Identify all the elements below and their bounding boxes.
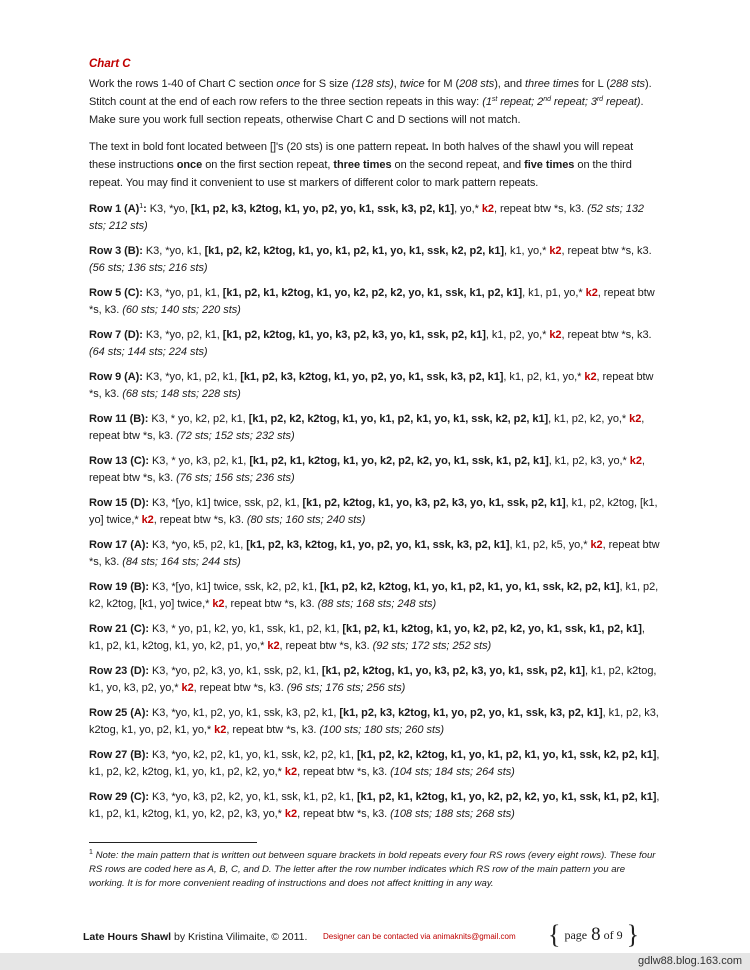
row-label: Row 21 (C): [89, 623, 149, 635]
center-stitch: k2 [284, 808, 298, 820]
watermark-bar [0, 953, 750, 970]
pattern-repeat: [k1, p2, k2, k2tog, k1, yo, k1, p2, k1, yo, k1, ssk, k2, p2, k1] [320, 581, 620, 593]
row-instruction: Row 29 (C): K3, *yo, k3, p2, k2, yo, k1, ssk, k1, p2, k1, [k1, p2, k1, k2tog, k1, yo, k2, p2, k2, yo, k1, ssk, k1, p2, k1], k1, p2, k1, k2tog, k1, yo, k2, p2, k3, yo,* k2, repeat btw *s, k3. (108 sts; 188 sts; 268 sts) [89, 791, 660, 820]
right-brace: } [626, 920, 640, 949]
row-label: Row 29 (C): [89, 791, 149, 803]
row-label: Row 17 (A): [89, 539, 149, 551]
row-instruction: Row 7 (D): K3, *yo, p2, k1, [k1, p2, k2tog, k1, yo, k3, p2, k3, yo, k1, ssk, p2, k1], k1, p2, yo,* k2, repeat btw *s, k3. (64 sts; 144 sts; 224 sts) [89, 329, 652, 358]
watermark: gdlw88.blog.163.com [638, 955, 742, 967]
pattern-repeat: [k1, p2, k1, k2tog, k1, yo, k2, p2, k2, yo, k1, ssk, k1, p2, k1] [342, 623, 642, 635]
center-stitch: k2 [590, 539, 603, 551]
row-label: Row 27 (B): [89, 749, 149, 761]
center-stitch: k2 [629, 455, 642, 467]
stitch-count: (96 sts; 176 sts; 256 sts) [286, 682, 406, 694]
stitch-count: (64 sts; 144 sts; 224 sts) [89, 346, 208, 358]
intro-paragraph-1: Work the rows 1-40 of Chart C section once for S size (128 sts), twice for M (208 sts), and three times for L (288 sts). Stitch count at the end of each row refers to the three section repeats in this way: (1st repeat; 2nd repeat; 3rd repeat). Make sure you work full section repeats, otherwise Chart C and D sections will not match. [89, 78, 652, 126]
center-stitch: k2 [284, 766, 298, 778]
page-indicator: { page 8 of 9 } [548, 920, 640, 949]
row-instruction: Row 13 (C): K3, * yo, k3, p2, k1, [k1, p2, k1, k2tog, k1, yo, k2, p2, k2, yo, k1, ssk, k1, p2, k1], k1, p2, k3, yo,* k2, repeat btw *s, k3. (76 sts; 156 sts; 236 sts) [89, 455, 645, 484]
row-instruction: Row 27 (B): K3, *yo, k2, p2, k1, yo, k1, ssk, k2, p2, k1, [k1, p2, k2, k2tog, k1, yo, k1, p2, k1, yo, k1, ssk, k2, p2, k1], k1, p2, k2, k2tog, k1, yo, k1, p2, k2, yo,* k2, repeat btw *s, k3. (104 sts; 184 sts; 264 sts) [89, 749, 660, 778]
pattern-repeat: [k1, p2, k2tog, k1, yo, k3, p2, k3, yo, k1, ssk, p2, k1] [302, 497, 566, 509]
intro-paragraph-2: The text in bold font located between []'s (20 sts) is one pattern repeat. In both halves of the shawl you will repeat these instructions once on the first section repeat, three times on the second repeat, and five times on the third repeat. You may find it convenient to use st markers of different color to mark pattern repeats. [89, 141, 634, 189]
row-instruction: Row 15 (D): K3, *[yo, k1] twice, ssk, p2, k1, [k1, p2, k2tog, k1, yo, k3, p2, k3, yo, k1, ssk, p2, k1], k1, p2, k2tog, [k1, yo] twice,* k2, repeat btw *s, k3. (80 sts; 160 sts; 240 sts) [89, 497, 658, 526]
row-label: Row 11 (B): [89, 413, 149, 425]
pattern-repeat: [k1, p2, k1, k2tog, k1, yo, k2, p2, k2, yo, k1, ssk, k1, p2, k1] [356, 791, 657, 803]
row-label: Row 9 (A): [89, 371, 143, 383]
row-instruction: Row 25 (A): K3, *yo, k1, p2, yo, k1, ssk, k3, p2, k1, [k1, p2, k3, k2tog, k1, yo, p2, yo, k1, ssk, k3, p2, k1], k1, p2, k3, k2tog, k1, yo, p2, k1, yo,* k2, repeat btw *s, k3. (100 sts; 180 sts; 260 sts) [89, 707, 659, 736]
left-brace: { [548, 920, 561, 949]
pattern-repeat: [k1, p2, k3, k2tog, k1, yo, p2, yo, k1, ssk, k3, p2, k1] [339, 707, 603, 719]
repeat-order-note: (1st repeat; 2nd repeat; 3rd repeat) [482, 96, 641, 108]
pattern-repeat: [k1, p2, k1, k2tog, k1, yo, k2, p2, k2, yo, k1, ssk, k1, p2, k1] [222, 287, 523, 299]
designer-contact: Designer can be contacted via animaknits@gmail.com [323, 932, 516, 941]
row-instruction: Row 23 (D): K3, *yo, p2, k3, yo, k1, ssk, p2, k1, [k1, p2, k2tog, k1, yo, k3, p2, k3, yo, k1, ssk, p2, k1], k1, p2, k2tog, k1, yo, k3, p2, yo,* k2, repeat btw *s, k3. (96 sts; 176 sts; 256 sts) [89, 665, 657, 694]
stitch-count: (60 sts; 140 sts; 220 sts) [122, 304, 241, 316]
center-stitch: k2 [267, 640, 280, 652]
center-stitch: k2 [549, 245, 562, 257]
pattern-repeat: [k1, p2, k2, k2tog, k1, yo, k1, p2, k1, yo, k1, ssk, k2, p2, k1] [204, 245, 505, 257]
document-page [89, 58, 661, 831]
footnote-divider [89, 842, 257, 843]
pattern-repeat: [k1, p2, k3, k2tog, k1, yo, p2, yo, k1, ssk, k3, p2, k1] [240, 371, 504, 383]
stitch-count: (68 sts; 148 sts; 228 sts) [122, 388, 241, 400]
center-stitch: k2 [629, 413, 642, 425]
row-label: Row 25 (A): [89, 707, 149, 719]
center-stitch: k2 [214, 724, 227, 736]
row-label: Row 13 (C): [89, 455, 149, 467]
stitch-count: (76 sts; 156 sts; 236 sts) [176, 472, 295, 484]
row-instruction: Row 1 $(A)^1$: K3, *yo, [k1, p2, k3, k2tog, k1, yo, p2, yo, k1, ssk, k3, p2, k1], yo,* k2, repeat btw *s, k3. (52 sts; 132 sts; 212 sts) [89, 203, 644, 232]
pattern-repeat: [k1, p2, k3, k2tog, k1, yo, p2, yo, k1, ssk, k3, p2, k1] [246, 539, 510, 551]
stitch-count: (108 sts; 188 sts; 268 sts) [390, 808, 515, 820]
row-instruction: Row 5 (C): K3, *yo, p1, k1, [k1, p2, k1, k2tog, k1, yo, k2, p2, k2, yo, k1, ssk, k1, p2, k1], k1, p1, yo,* k2, repeat btw *s, k3. (60 sts; 140 sts; 220 sts) [89, 287, 655, 316]
stitch-count: (52 sts; 132 sts; 212 sts) [89, 203, 644, 232]
row-instruction: Row 11 (B): K3, * yo, k2, p2, k1, [k1, p2, k2, k2tog, k1, yo, k1, p2, k1, yo, k1, ssk, k2, p2, k1], k1, p2, k2, yo,* k2, repeat btw *s, k3. (72 sts; 152 sts; 232 sts) [89, 413, 645, 442]
center-stitch: k2 [141, 514, 154, 526]
row-instruction: Row 21 (C): K3, * yo, p1, k2, yo, k1, ssk, k1, p2, k1, [k1, p2, k1, k2tog, k1, yo, k2, p2, k2, yo, k1, ssk, k1, p2, k1], k1, p2, k1, k2tog, k1, yo, k2, p1, yo,* k2, repeat btw *s, k3. (92 sts; 172 sts; 252 sts) [89, 623, 645, 652]
stitch-count: (100 sts; 180 sts; 260 sts) [319, 724, 445, 736]
stitch-count: (92 sts; 172 sts; 252 sts) [372, 640, 492, 652]
row-instruction: Row 3 (B): K3, *yo, k1, [k1, p2, k2, k2tog, k1, yo, k1, p2, k1, yo, k1, ssk, k2, p2, k1], k1, yo,* k2, repeat btw *s, k3. (56 sts; 136 sts; 216 sts) [89, 245, 652, 274]
footnote-marker: 1 [139, 203, 144, 210]
stitch-count: (72 sts; 152 sts; 232 sts) [176, 430, 295, 442]
stitch-count: (80 sts; 160 sts; 240 sts) [246, 514, 366, 526]
byline: by Kristina Vilimaite, © 2011. [171, 931, 308, 943]
row-label: Row 1 (A) [89, 203, 140, 215]
page-footer [83, 920, 643, 952]
pattern-repeat: [k1, p2, k1, k2tog, k1, yo, k2, p2, k2, yo, k1, ssk, k1, p2, k1] [249, 455, 549, 467]
stitch-count: (84 sts; 164 sts; 244 sts) [122, 556, 241, 568]
row-label: Row 15 (D): [89, 497, 149, 509]
stitch-count: (56 sts; 136 sts; 216 sts) [89, 262, 208, 274]
row-label: Row 19 (B): [89, 581, 149, 593]
pattern-repeat: [k1, p2, k2, k2tog, k1, yo, k1, p2, k1, yo, k1, ssk, k2, p2, k1] [356, 749, 657, 761]
center-stitch: k2 [481, 203, 494, 215]
row-label: Row 7 (D): [89, 329, 143, 341]
center-stitch: k2 [181, 682, 194, 694]
row-label: Row 3 (B): [89, 245, 143, 257]
center-stitch: k2 [585, 287, 598, 299]
row-instruction: Row 9 (A): K3, *yo, k1, p2, k1, [k1, p2, k3, k2tog, k1, yo, p2, yo, k1, ssk, k3, p2, k1], k1, p2, k1, yo,* k2, repeat btw *s, k3. (68 sts; 148 sts; 228 sts) [89, 371, 654, 400]
center-stitch: k2 [212, 598, 225, 610]
row-label: Row 5 (C): [89, 287, 143, 299]
pattern-title: Late Hours Shawl [83, 931, 172, 943]
footer-credit [83, 931, 307, 943]
row-instruction: Row 19 (B): K3, *[yo, k1] twice, ssk, k2, p2, k1, [k1, p2, k2, k2tog, k1, yo, k1, p2, k1, yo, k1, ssk, k2, p2, k1], k1, p2, k2, k2tog, [k1, yo] twice,* k2, repeat btw *s, k3. (88 sts; 168 sts; 248 sts) [89, 581, 659, 610]
center-stitch: k2 [584, 371, 597, 383]
chart-title: Chart C [89, 58, 131, 70]
row-instructions [89, 201, 661, 823]
pattern-repeat: [k1, p2, k3, k2tog, k1, yo, p2, yo, k1, ssk, k3, p2, k1] [190, 203, 455, 215]
row-label: Row 23 (D): [89, 665, 149, 677]
stitch-count: (88 sts; 168 sts; 248 sts) [317, 598, 437, 610]
page-number: 8 [591, 924, 601, 945]
pattern-repeat: [k1, p2, k2tog, k1, yo, k3, p2, k3, yo, k1, ssk, p2, k1] [222, 329, 486, 341]
stitch-count: (104 sts; 184 sts; 264 sts) [390, 766, 515, 778]
pattern-repeat: [k1, p2, k2, k2tog, k1, yo, k1, p2, k1, yo, k1, ssk, k2, p2, k1] [248, 413, 549, 425]
pattern-repeat: [k1, p2, k2tog, k1, yo, k3, p2, k3, yo, k1, ssk, p2, k1] [321, 665, 586, 677]
row-instruction: Row 17 (A): K3, *yo, k5, p2, k1, [k1, p2, k3, k2tog, k1, yo, p2, yo, k1, ssk, k3, p2, k1], k1, p2, k5, yo,* k2, repeat btw *s, k3. (84 sts; 164 sts; 244 sts) [89, 539, 660, 568]
footnote: $^1$ Note: the main pattern that is written out between square brackets in bold repeats every four RS rows (every eight rows). These four RS rows are coded here as A, B, C, and D. The letter after the row number indicates which RS row of the main pattern you are working. It is for more convenient reading of instructions and does not affect knitting in any way. [89, 849, 656, 889]
center-stitch: k2 [549, 329, 562, 341]
